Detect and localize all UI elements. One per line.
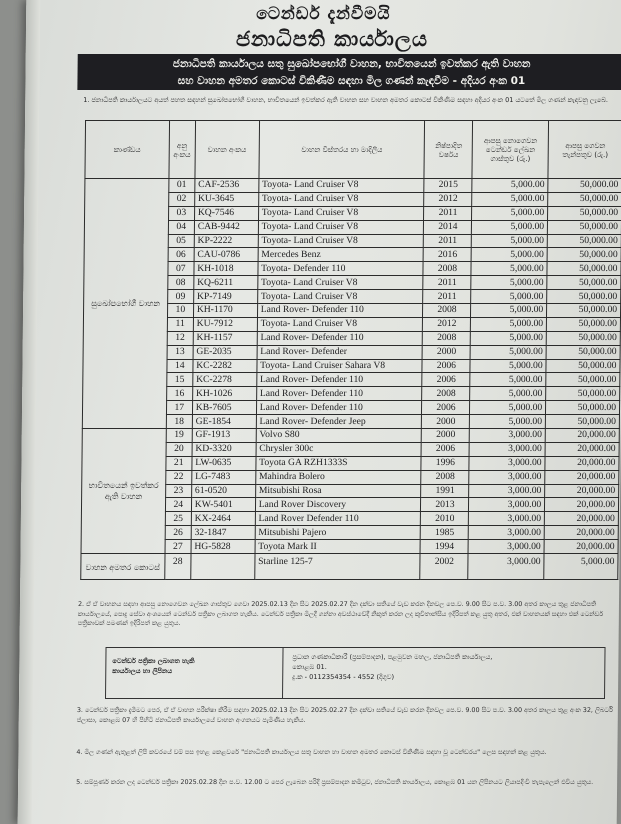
serial-cell: 03 — [168, 206, 194, 220]
doc-fee-cell: 3,000.00 — [469, 442, 545, 456]
deposit-cell: 20,000.00 — [545, 429, 619, 443]
vehicle-no-cell: LW-0635 — [192, 456, 256, 470]
deposit-cell: 5,000.00 — [544, 554, 618, 580]
paragraph-4: 4. මිල ගණන් ඇතුළත් ලිපි කවරයේ වම් පස ඉහළ කෙළවරේ "ජනාධිපති කාර්යාලය සතු වාහන හා වාහන අමතර කොටස් විකිණීම සඳහා වූ ටෙන්ඩරය" ලෙස සඳහන් කළ යුතුය. — [76, 748, 547, 756]
banner-line-2: සහ වාහන අමතර කොටස් විකිණීම සඳහා මිල ගණන් කැඳවීම - අදියර අංක 01 — [177, 75, 526, 87]
description-cell: Toyota- Land Cruiser V8 — [258, 206, 424, 220]
serial-cell: 12 — [167, 331, 193, 345]
deposit-cell: 50,000.00 — [547, 290, 621, 304]
deposit-cell: 50,000.00 — [547, 248, 621, 262]
vehicle-no-cell: KH-1018 — [194, 262, 258, 276]
serial-cell: 02 — [168, 192, 194, 206]
paragraph-2: 2. ඒ ඒ වාහනය සඳහා ආපසු නොගෙවන ලේඛන ගාස්තුව ගෙවා 2025.02.13 දින සිට 2025.02.27 දින දක්වා සතියේ වැඩ කරන දිනවල පෙ.ව. 9.00 සිට ප.ව. 3.00 අතර කාලය තුළ ජනාධිපති කාර්යාලයේ, පොදු සේවා අංශයෙන් ටෙන්ඩර් පත්‍රිකා ලබාගත හැකිය. ටෙන්ඩර් පත්‍රිකා මිලදී ගන්නා අවස්ථාවේදී නිකුත් කරන ලද කුවිතාන්සිය ඉදිරිපත් කළ යුතු අතර, එක් වාහනයක් සඳහා එක් ටෙන්ඩර් පත්‍රිකාවක් පමණක් ඉදිරිපත් කළ යුතුය. — [77, 600, 604, 628]
deposit-cell: 20,000.00 — [545, 470, 619, 484]
serial-cell: 27 — [165, 540, 191, 554]
vehicle-no-cell: HG-5828 — [191, 540, 255, 554]
year-cell: 1996 — [421, 456, 469, 470]
serial-cell: 19 — [166, 429, 192, 443]
deposit-cell: 50,000.00 — [546, 331, 620, 345]
vehicle-no-cell: KD-3320 — [192, 442, 256, 456]
serial-cell: 09 — [167, 290, 193, 304]
description-cell: Land Rover Defender 110 — [255, 512, 421, 526]
description-cell: Volvo S80 — [256, 429, 422, 443]
category-cell-parts: වාහන අමතර කොටස් — [81, 554, 165, 580]
year-cell: 2008 — [422, 387, 470, 401]
doc-fee-cell: 5,000.00 — [470, 415, 546, 429]
doc-fee-cell: 5,000.00 — [471, 262, 547, 276]
contact-divider — [282, 648, 284, 698]
doc-fee-cell: 5,000.00 — [470, 373, 546, 387]
serial-cell: 07 — [168, 262, 194, 276]
year-cell: 1994 — [420, 540, 468, 554]
contact-address — [292, 652, 592, 682]
header-serial: අනු අංකය — [169, 121, 196, 179]
vehicle-no-cell: KQ-7546 — [194, 206, 258, 220]
deposit-cell: 20,000.00 — [544, 526, 618, 540]
doc-fee-cell: 3,000.00 — [469, 498, 545, 512]
deposit-cell: 20,000.00 — [544, 540, 618, 554]
description-cell: Toyota- Land Cruiser Sahara V8 — [257, 359, 423, 373]
vehicle-no-cell: 61-0520 — [191, 484, 255, 498]
serial-cell: 05 — [168, 234, 194, 248]
year-cell: 2008 — [423, 262, 471, 276]
description-cell: Toyota- Land Cruiser V8 — [258, 234, 424, 248]
vehicle-no-cell: GF-1913 — [192, 429, 256, 443]
deposit-cell: 50,000.00 — [546, 345, 620, 359]
vehicle-no-cell: KH-1170 — [193, 304, 257, 318]
year-cell: 2006 — [422, 442, 470, 456]
description-cell: Toyota- Land Cruiser V8 — [257, 290, 423, 304]
description-cell: Toyota GA RZH1333S — [256, 456, 422, 470]
vehicle-no-cell: KU-7912 — [193, 317, 257, 331]
vehicle-no-cell: KW-5401 — [191, 498, 255, 512]
contact-label-line-2: කාර්යාලය හා ලිපිනය — [112, 667, 173, 675]
header-deposit: ආපසු ගෙවන තැන්පතුව (රු.) — [548, 121, 621, 179]
year-cell: 2000 — [422, 415, 470, 429]
deposit-cell: 20,000.00 — [545, 498, 619, 512]
serial-cell: 26 — [165, 526, 191, 540]
serial-cell: 08 — [168, 276, 194, 290]
table-row — [82, 429, 619, 443]
description-cell: Land Rover- Defender 110 — [256, 401, 422, 415]
vehicle-no-cell: GE-2035 — [193, 345, 257, 359]
year-cell: 2012 — [424, 192, 472, 206]
year-cell: 2010 — [421, 512, 469, 526]
table-row — [81, 554, 618, 580]
doc-fee-cell: 5,000.00 — [470, 345, 546, 359]
vehicle-no-cell: KH-1157 — [193, 331, 257, 345]
description-cell: Toyota- Land Cruiser V8 — [257, 317, 423, 331]
doc-fee-cell: 5,000.00 — [471, 248, 547, 262]
doc-fee-cell: 3,000.00 — [469, 526, 545, 540]
vehicle-no-cell: KC-2278 — [193, 373, 257, 387]
contact-label — [112, 656, 272, 676]
serial-cell: 10 — [167, 304, 193, 318]
vehicle-no-cell: KB-7605 — [192, 401, 256, 415]
doc-fee-cell: 5,000.00 — [470, 401, 546, 415]
year-cell: 2008 — [423, 331, 471, 345]
description-cell: Toyota- Defender 110 — [258, 262, 424, 276]
table-body — [81, 179, 621, 580]
doc-fee-cell: 3,000.00 — [469, 512, 545, 526]
serial-cell: 01 — [169, 179, 195, 193]
serial-cell: 22 — [166, 470, 192, 484]
header-doc-fee: ආපසු නොගෙවන ටෙන්ඩර් ලේඛන ගාස්තුව (රු.) — [472, 121, 548, 179]
paragraph-5: 5. සම්පූර්ණ කරන ලද ටෙන්ඩර් පත්‍රිකා 2025.02.28 දින ප.ව. 12.00 ට පෙර ලැබෙන පරිදි ප්‍රසම්පාදන කමිටුව, ජනාධිපති කාර්යාලය, කොළඹ 01 යන ලිපිනයට ලියාපදිංචි තැපෑලෙන් එවිය යුතුය. — [76, 778, 594, 786]
vehicle-no-cell: 32-1847 — [191, 526, 255, 540]
description-cell: Mahindra Bolero — [255, 470, 421, 484]
deposit-cell: 50,000.00 — [548, 206, 621, 220]
description-cell: Land Rover- Defender 110 — [257, 304, 423, 318]
doc-fee-cell: 3,000.00 — [469, 484, 545, 498]
newspaper-page — [18, 0, 621, 824]
contact-box — [105, 647, 606, 699]
vehicle-no-cell: KQ-6211 — [194, 276, 258, 290]
serial-cell: 28 — [165, 554, 191, 580]
description-cell: Chrysler 300c — [256, 442, 422, 456]
vehicle-tender-table — [80, 120, 621, 580]
description-cell: Mitsubishi Pajero — [255, 526, 421, 540]
doc-fee-cell: 5,000.00 — [472, 179, 548, 193]
doc-fee-cell: 5,000.00 — [471, 317, 547, 331]
vehicle-no-cell: KU-3645 — [194, 192, 258, 206]
serial-cell: 06 — [168, 248, 194, 262]
banner-line-1: ජනාධිපති කාර්යාලය සතු සුඛෝපභෝගී වාහන, භාවිතයෙන් ඉවත්කර ඇති වාහන — [172, 58, 531, 70]
deposit-cell: 50,000.00 — [546, 401, 620, 415]
vehicle-no-cell: LG-7483 — [192, 470, 256, 484]
year-cell: 2011 — [423, 290, 471, 304]
deposit-cell: 50,000.00 — [546, 359, 620, 373]
serial-cell: 20 — [166, 442, 192, 456]
year-cell: 2016 — [424, 248, 472, 262]
doc-fee-cell: 5,000.00 — [471, 290, 547, 304]
paragraph-3: 3. ටෙන්ඩර් පත්‍රිකා දැමීමට පෙර, ඒ ඒ වාහන පරීක්ෂා කිරීම සඳහා 2025.02.13 දින සිට 2025.02.27 දින දක්වා සතියේ වැඩ කරන දිනවල පෙ.ව. 9.00 සිට ප.ව. 3.00 අතර කාලය තුළ අංක 32, ලිබර්ටි ප්ලාසා, කොළඹ 07 හි පිහිටි ජනාධිපති කාර්යාලයේ වාහන අංගනයට පැමිණිය හැකිය. — [76, 706, 613, 724]
description-cell: Mitsubishi Rosa — [255, 484, 421, 498]
year-cell: 2011 — [423, 276, 471, 290]
deposit-cell: 20,000.00 — [545, 442, 619, 456]
serial-cell: 14 — [167, 359, 193, 373]
description-cell: Land Rover Discovery — [255, 498, 421, 512]
year-cell: 2000 — [423, 345, 471, 359]
vehicle-no-cell: KX-2464 — [191, 512, 255, 526]
doc-fee-cell: 5,000.00 — [470, 359, 546, 373]
deposit-cell: 20,000.00 — [544, 512, 618, 526]
deposit-cell: 50,000.00 — [545, 415, 619, 429]
vehicle-no-cell: KP-2222 — [194, 234, 258, 248]
year-cell: 2015 — [424, 179, 472, 193]
header-category: කාණ්ඩය — [85, 121, 169, 179]
tender-notice-heading: ටෙන්ඩර් දැන්වීමයි — [256, 4, 391, 24]
header-vehicle-no: වාහන අංකය — [195, 121, 260, 179]
doc-fee-cell: 5,000.00 — [471, 276, 547, 290]
page-fold-shadow — [18, 0, 41, 824]
vehicle-no-cell — [191, 554, 255, 580]
description-cell: Toyota Mark II — [255, 540, 421, 554]
doc-fee-cell: 3,000.00 — [469, 470, 545, 484]
year-cell: 2006 — [422, 359, 470, 373]
category-cell-disposed: භාවිතයෙන් ඉවත්කර ඇති වාහන — [81, 429, 166, 554]
description-cell: Land Rover- Defender — [257, 345, 423, 359]
serial-cell: 16 — [166, 387, 192, 401]
deposit-cell: 50,000.00 — [548, 179, 621, 193]
year-cell: 1991 — [421, 484, 469, 498]
address-line-2: කොළඹ 01. — [292, 663, 327, 671]
year-cell: 2008 — [423, 304, 471, 318]
vehicle-no-cell: GE-1854 — [192, 415, 256, 429]
year-cell: 2006 — [422, 373, 470, 387]
description-cell: Land Rover- Defender 110 — [257, 331, 423, 345]
year-cell: 2008 — [421, 470, 469, 484]
serial-cell: 23 — [165, 484, 191, 498]
notice-banner — [77, 54, 621, 90]
description-cell: Toyota- Land Cruiser V8 — [258, 179, 424, 193]
year-cell: 2011 — [424, 234, 472, 248]
year-cell: 2014 — [424, 220, 472, 234]
description-cell: Land Rover- Defender 110 — [256, 387, 422, 401]
vehicle-no-cell: KP-7149 — [193, 290, 257, 304]
vehicle-no-cell: KC-2282 — [193, 359, 257, 373]
year-cell: 1985 — [421, 526, 469, 540]
description-cell: Land Rover- Defender 110 — [256, 373, 422, 387]
year-cell: 2013 — [421, 498, 469, 512]
serial-cell: 04 — [168, 220, 194, 234]
description-cell: Toyota- Land Cruiser V8 — [258, 220, 424, 234]
year-cell: 2011 — [424, 206, 472, 220]
deposit-cell: 50,000.00 — [548, 220, 621, 234]
doc-fee-cell: 5,000.00 — [472, 220, 548, 234]
description-cell: Starline 125-7 — [254, 554, 420, 580]
serial-cell: 24 — [165, 498, 191, 512]
year-cell: 2002 — [420, 554, 468, 580]
deposit-cell: 50,000.00 — [546, 387, 620, 401]
vehicle-no-cell: CAF-2536 — [195, 179, 259, 193]
doc-fee-cell: 5,000.00 — [471, 304, 547, 318]
deposit-cell: 50,000.00 — [546, 373, 620, 387]
vehicle-no-cell: CAU-0786 — [194, 248, 258, 262]
address-line-1: ප්‍රධාන ගණකාධිකාරී (ප්‍රසම්පාදන), පළමුවන මහල, ජනාධිපති කාර්යාලය, — [292, 653, 493, 661]
description-cell: Toyota- Land Cruiser V8 — [257, 276, 423, 290]
table-header-row — [85, 121, 621, 179]
table-row — [85, 179, 621, 193]
doc-fee-cell: 5,000.00 — [472, 234, 548, 248]
serial-cell: 17 — [166, 401, 192, 415]
intro-paragraph: 1. ජනාධිපති කාර්යාලයට අයත් පහත සඳහන් සුඛෝපභෝගී වාහන, භාවිතයෙන් ඉවත්කර ඇති වාහන සහ වාහන අමතර කොටස් විකිණීම සඳහා අදියර අංක 01 යටතේ මිල ගණන් කැඳවනු ලැබේ. — [83, 96, 608, 104]
deposit-cell: 20,000.00 — [545, 456, 619, 470]
deposit-cell: 50,000.00 — [548, 192, 621, 206]
doc-fee-cell: 5,000.00 — [472, 206, 548, 220]
header-year: නිෂ්පාදිත වර්ෂය — [424, 121, 473, 179]
contact-label-line-1: ටෙන්ඩර් පත්‍රිකා ලබාගත හැකි — [112, 657, 195, 665]
serial-cell: 13 — [167, 345, 193, 359]
doc-fee-cell: 3,000.00 — [468, 554, 544, 580]
doc-fee-cell: 5,000.00 — [470, 387, 546, 401]
description-cell: Mercedes Benz — [258, 248, 424, 262]
header-description: වාහන විස්තරය හා මාදිලිය — [259, 121, 425, 179]
serial-cell: 18 — [166, 415, 192, 429]
doc-fee-cell: 3,000.00 — [469, 456, 545, 470]
office-name-heading: ජනාධිපති කාර්යාලය — [235, 26, 429, 51]
doc-fee-cell: 3,000.00 — [470, 429, 546, 443]
category-cell-luxury: සුඛෝපභෝගී වාහන — [82, 179, 168, 429]
year-cell: 2000 — [422, 429, 470, 443]
deposit-cell: 50,000.00 — [547, 304, 621, 318]
doc-fee-cell: 3,000.00 — [468, 540, 544, 554]
vehicle-no-cell: KH-1026 — [192, 387, 256, 401]
vehicle-no-cell: CAB-9442 — [194, 220, 258, 234]
serial-cell: 25 — [165, 512, 191, 526]
year-cell: 2006 — [422, 401, 470, 415]
year-cell: 2012 — [423, 317, 471, 331]
doc-fee-cell: 5,000.00 — [471, 331, 547, 345]
deposit-cell: 50,000.00 — [547, 317, 621, 331]
deposit-cell: 50,000.00 — [547, 262, 621, 276]
doc-fee-cell: 5,000.00 — [472, 192, 548, 206]
deposit-cell: 50,000.00 — [547, 234, 621, 248]
serial-cell: 21 — [166, 456, 192, 470]
address-line-3: දු.ක - 0112354354 - 4552 (දිගුව) — [292, 673, 395, 681]
description-cell: Land Rover- Defender Jeep — [256, 415, 422, 429]
description-cell: Toyota- Land Cruiser V8 — [258, 192, 424, 206]
serial-cell: 11 — [167, 317, 193, 331]
deposit-cell: 50,000.00 — [547, 276, 621, 290]
deposit-cell: 20,000.00 — [545, 484, 619, 498]
serial-cell: 15 — [167, 373, 193, 387]
